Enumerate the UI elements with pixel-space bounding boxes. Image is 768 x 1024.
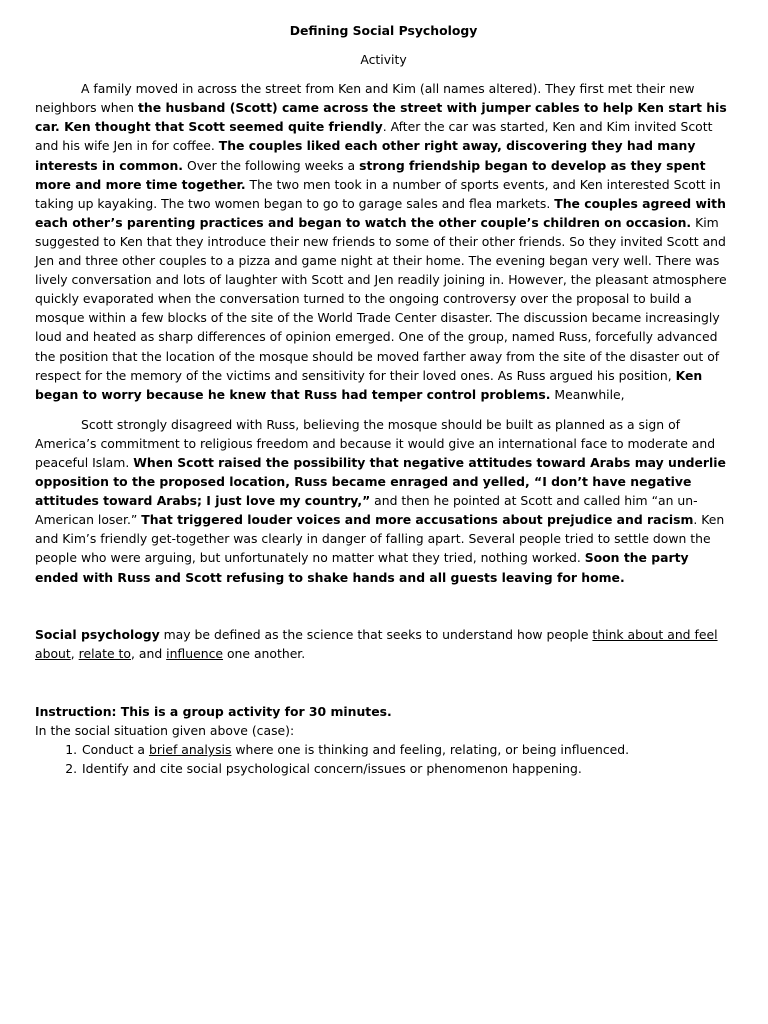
definition-paragraph (35, 625, 732, 663)
document-title: Defining Social Psychology (289, 23, 478, 38)
paragraph-segment: . Ken and Kim’s friendly get-together was clearly in danger of falling apart. Several people tried to settle down the people who were arguing, but unfortunately no matter what they tried, nothing worked. (35, 512, 725, 566)
definition-underline-relate: relate to (78, 645, 131, 661)
instruction-item (81, 759, 732, 778)
instruction-heading (35, 702, 732, 721)
instruction-item-underline: brief analysis (148, 742, 232, 757)
definition-separator: , (70, 645, 79, 661)
paragraph-segment: and then he pointed at Scott and called him “an un-American loser.” (35, 493, 698, 528)
instruction-item (81, 740, 732, 759)
paragraph-segment-bold: Soon the party ended with Russ and Scott refusing to shake hands and all guests leaving for home. (35, 550, 689, 585)
case-paragraph-2 (35, 415, 732, 587)
definition-term: Social psychology (35, 626, 160, 642)
definition-underline-influence: influence (166, 645, 224, 661)
definition-text: may be defined as the science that seeks to understand how people (159, 626, 593, 642)
paragraph-segment: Over the following weeks a (183, 157, 360, 173)
paragraph-segment-bold: The couples agreed with each other’s parenting practices and began to watch the other couple’s children on occasion. (35, 195, 726, 230)
instruction-list (35, 740, 732, 778)
paragraph-segment: Scott strongly disagreed with Russ, believing the mosque should be built as planned as a sign of America’s commitment to religious freedom and because it would give an international face to moderate and peaceful Islam. (35, 416, 716, 470)
paragraph-segment: Meanwhile, (550, 386, 625, 402)
paragraph-segment-bold: the husband (Scott) came across the street with jumper cables to help Ken start his car. Ken thought that Scott seemed quite friendly (35, 100, 727, 135)
document-subtitle: Activity (360, 52, 407, 68)
instruction-section (35, 702, 732, 778)
instruction-item-text: where one is thinking and feeling, relating, or being influenced. (231, 742, 630, 757)
paragraph-segment-bold: strong friendship began to develop as they spent more and more time together. (35, 157, 706, 192)
paragraph-segment-bold: The couples liked each other right away, discovering they had many interests in common. (35, 138, 696, 173)
paragraph-segment-bold: That triggered louder voices and more accusations about prejudice and racism (141, 512, 694, 528)
case-paragraph-1 (35, 79, 732, 404)
paragraph-segment-bold: When Scott raised the possibility that negative attitudes toward Arabs may underlie opposition to the proposed location, Russ became enraged and yelled, “I don’t have negative attitudes toward Arabs; I just love my country,” (35, 454, 726, 509)
paragraph-segment: . After the car was started, Ken and Kim invited Scott and his wife Jen in for coffee. (35, 119, 713, 154)
instruction-heading-text: Instruction: This is a group activity for 30 minutes. (35, 703, 392, 719)
definition-text: one another. (223, 645, 306, 661)
paragraph-segment: Kim suggested to Ken that they introduce their new friends to some of their other friends. So they invited Scott and Jen and three other couples to a pizza and game night at their home. The evening began very well. There was lively conversation and lots of laughter with Scott and Jen readily joining in. However, the pleasant atmosphere quickly evaporated when the conversation turned to the ongoing controversy over the proposal to build a mosque within a few blocks of the site of the World Trade Center disaster. The discussion became increasingly loud and heated as sharp differences of opinion emerged. One of the group, named Russ, forcefully advanced the position that the location of the mosque should be moved farther away from the site of the disaster out of respect for the memory of the victims and sensitivity for their loved ones. As Russ argued his position, (35, 214, 727, 383)
definition-separator: , and (131, 645, 167, 661)
instruction-intro: In the social situation given above (case): (35, 722, 295, 738)
definition-underline-think-feel: think about and feel about (35, 626, 718, 661)
paragraph-segment-bold: Ken began to worry because he knew that Russ had temper control problems. (35, 367, 703, 402)
instruction-item-text: Identify and cite social psychological concern/issues or phenomenon happening. (82, 761, 582, 777)
paragraph-segment: The two men took in a number of sports events, and Ken interested Scott in taking up kayaking. The two women began to go to garage sales and flea markets. (35, 176, 721, 211)
instruction-item-text: Conduct a (82, 742, 149, 757)
paragraph-segment: A family moved in across the street from Ken and Kim (all names altered). They first met their new neighbors when (35, 81, 695, 116)
